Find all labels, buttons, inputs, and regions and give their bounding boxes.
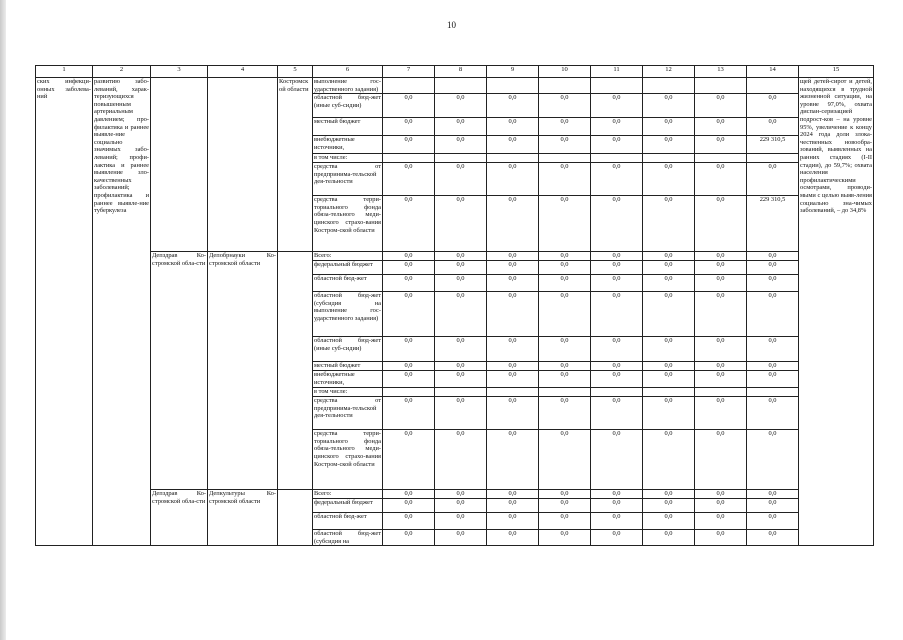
- value-cell: 0,0: [591, 292, 643, 337]
- value-cell: [747, 154, 799, 163]
- funding-source-label: внебюджетные источники,: [313, 136, 383, 154]
- value-cell: 0,0: [695, 430, 747, 490]
- column-header: 8: [435, 66, 487, 78]
- value-cell: 0,0: [643, 397, 695, 430]
- executor-cell: [151, 78, 208, 252]
- value-cell: 0,0: [747, 371, 799, 388]
- value-cell: 0,0: [747, 490, 799, 499]
- value-cell: 0,0: [539, 261, 591, 275]
- value-cell: 0,0: [539, 362, 591, 371]
- value-cell: [487, 78, 539, 94]
- value-cell: 0,0: [591, 94, 643, 118]
- value-cell: 0,0: [643, 261, 695, 275]
- value-cell: 0,0: [487, 337, 539, 362]
- value-cell: 0,0: [747, 430, 799, 490]
- value-cell: 0,0: [487, 371, 539, 388]
- value-cell: 0,0: [435, 337, 487, 362]
- table-row: [36, 490, 874, 499]
- value-cell: 0,0: [695, 163, 747, 196]
- expected-result-cell: щей детей-сирот и детей, находящихся в трудной жизненной ситуации, на уровне 97,0%, охвата диспан-серизацией подрост-ков – на уровне 95%, увеличение к концу 2024 года доли злока-чественных новообра-зований, выявленных на ранних стадиях (I-II стадии), до 59,7%; охвата населения профилактическими осмотрами, проводи-мыми с целью выяв-ления социально зна-чимых заболеваний, – до 34,8%: [799, 78, 874, 546]
- funding-source-label: местный бюджет: [313, 118, 383, 136]
- value-cell: 0,0: [383, 362, 435, 371]
- value-cell: 0,0: [383, 252, 435, 261]
- value-cell: 0,0: [643, 499, 695, 513]
- value-cell: 0,0: [539, 292, 591, 337]
- value-cell: 0,0: [539, 499, 591, 513]
- value-cell: 0,0: [487, 490, 539, 499]
- value-cell: 0,0: [695, 397, 747, 430]
- value-cell: [383, 78, 435, 94]
- value-cell: 0,0: [383, 292, 435, 337]
- column-header: 10: [539, 66, 591, 78]
- value-cell: 0,0: [487, 261, 539, 275]
- value-cell: 0,0: [383, 530, 435, 546]
- value-cell: 0,0: [383, 499, 435, 513]
- value-cell: 0,0: [695, 499, 747, 513]
- region-cell: [278, 490, 313, 546]
- value-cell: [383, 388, 435, 397]
- funding-source-label: областной бюд-жет: [313, 275, 383, 292]
- value-cell: 0,0: [695, 513, 747, 530]
- value-cell: [747, 78, 799, 94]
- value-cell: [487, 388, 539, 397]
- value-cell: [383, 154, 435, 163]
- value-cell: 0,0: [435, 499, 487, 513]
- value-cell: [539, 388, 591, 397]
- value-cell: 0,0: [435, 513, 487, 530]
- column-header: 4: [208, 66, 278, 78]
- value-cell: 0,0: [747, 530, 799, 546]
- value-cell: 0,0: [487, 362, 539, 371]
- executor-cell: Депздрав Ко-стромской обла-сти: [151, 490, 208, 546]
- column-header: 9: [487, 66, 539, 78]
- value-cell: 0,0: [487, 118, 539, 136]
- funding-source-label: выполнение гос-ударственного задания): [314, 78, 381, 93]
- value-cell: [643, 388, 695, 397]
- value-cell: 0,0: [487, 94, 539, 118]
- value-cell: 0,0: [747, 362, 799, 371]
- funding-source-label: в том числе:: [313, 154, 383, 163]
- value-cell: 0,0: [539, 118, 591, 136]
- value-cell: 0,0: [539, 252, 591, 261]
- value-cell: 229 310,5: [747, 196, 799, 252]
- value-cell: 0,0: [435, 292, 487, 337]
- value-cell: 0,0: [435, 118, 487, 136]
- value-cell: [435, 78, 487, 94]
- funding-source-label: средства от предпринима-тельской дея-тельности: [313, 397, 383, 430]
- page-edge-shadow: [0, 0, 6, 640]
- value-cell: 0,0: [487, 252, 539, 261]
- value-cell: 0,0: [591, 362, 643, 371]
- value-cell: [539, 78, 591, 94]
- column-header: 6: [313, 66, 383, 78]
- page-number: 10: [447, 20, 456, 30]
- value-cell: 0,0: [435, 362, 487, 371]
- column-header: 2: [93, 66, 151, 78]
- value-cell: 0,0: [695, 261, 747, 275]
- value-cell: 0,0: [591, 490, 643, 499]
- funding-source-label: областной бюд-жет (субсидия на выполнение гос-ударственного задания): [313, 292, 383, 337]
- value-cell: 0,0: [487, 196, 539, 252]
- funding-source-label: областной бюд-жет (иные суб-сидии): [313, 337, 383, 362]
- value-cell: 0,0: [539, 371, 591, 388]
- value-cell: 0,0: [539, 196, 591, 252]
- value-cell: 0,0: [539, 94, 591, 118]
- value-cell: 0,0: [747, 397, 799, 430]
- funding-source-label: Всего:: [313, 252, 383, 261]
- funding-source-label: областной бюд-жет (иные суб-сидии): [313, 94, 383, 118]
- region-cell: [278, 252, 313, 490]
- value-cell: 0,0: [435, 163, 487, 196]
- value-cell: [435, 154, 487, 163]
- program-table: [35, 65, 874, 546]
- value-cell: 0,0: [591, 371, 643, 388]
- value-cell: 0,0: [591, 397, 643, 430]
- value-cell: [643, 154, 695, 163]
- value-cell: 0,0: [435, 490, 487, 499]
- funding-source-label: федеральный бюджет: [313, 261, 383, 275]
- value-cell: 0,0: [695, 490, 747, 499]
- value-cell: 0,0: [435, 430, 487, 490]
- value-cell: [539, 154, 591, 163]
- value-cell: [591, 388, 643, 397]
- value-cell: 0,0: [747, 252, 799, 261]
- column-header: 12: [643, 66, 695, 78]
- value-cell: 0,0: [383, 490, 435, 499]
- value-cell: 0,0: [695, 362, 747, 371]
- value-cell: 0,0: [539, 337, 591, 362]
- value-cell: 0,0: [695, 196, 747, 252]
- co-executor-cell: Депкультуры Ко-стромской области: [208, 490, 278, 546]
- value-cell: [747, 388, 799, 397]
- measure-description-cell: развитию забо-леваний, харак-теризующихся повышенным артериальным давлением; про-филактика и раннее выявле-ние социально значимых забо-леваний; профи-лактика и раннее выявление зло-качественных заболеваний; профилактика и раннее выявле-ние туберкулеза: [93, 78, 151, 546]
- value-cell: [591, 154, 643, 163]
- value-cell: 0,0: [435, 397, 487, 430]
- value-cell: 0,0: [383, 430, 435, 490]
- value-cell: 0,0: [643, 430, 695, 490]
- value-cell: 0,0: [643, 530, 695, 546]
- funding-source-label: средства от предпринима-тельской дея-тельности: [313, 163, 383, 196]
- executor-cell: Депздрав Ко-стромской обла-сти: [151, 252, 208, 490]
- value-cell: 0,0: [539, 513, 591, 530]
- value-cell: 0,0: [643, 490, 695, 499]
- value-cell: 0,0: [435, 94, 487, 118]
- value-cell: 0,0: [487, 397, 539, 430]
- co-executor-cell: Депобрнауки Ко-стромской области: [208, 252, 278, 490]
- value-cell: 0,0: [643, 196, 695, 252]
- value-cell: 0,0: [383, 94, 435, 118]
- value-cell: 0,0: [747, 499, 799, 513]
- value-cell: 0,0: [747, 94, 799, 118]
- value-cell: 0,0: [539, 490, 591, 499]
- value-cell: 0,0: [643, 163, 695, 196]
- value-cell: 0,0: [591, 163, 643, 196]
- value-cell: 0,0: [383, 513, 435, 530]
- funding-source-label: внебюджетные источники,: [313, 371, 383, 388]
- funding-source-label: областной бюд-жет (субсидия на: [314, 530, 381, 545]
- value-cell: 0,0: [643, 275, 695, 292]
- value-cell: 0,0: [695, 252, 747, 261]
- value-cell: 0,0: [643, 337, 695, 362]
- value-cell: 0,0: [695, 371, 747, 388]
- header-row: [36, 66, 874, 78]
- value-cell: 0,0: [383, 118, 435, 136]
- funding-source-label: федеральный бюджет: [313, 499, 383, 513]
- value-cell: [695, 154, 747, 163]
- column-header: 14: [747, 66, 799, 78]
- value-cell: 0,0: [487, 430, 539, 490]
- region-cell: Костромской области: [278, 78, 313, 252]
- value-cell: 0,0: [591, 337, 643, 362]
- column-header: 3: [151, 66, 208, 78]
- value-cell: 0,0: [643, 94, 695, 118]
- value-cell: 0,0: [747, 337, 799, 362]
- value-cell: 0,0: [591, 275, 643, 292]
- column-header: 11: [591, 66, 643, 78]
- value-cell: 0,0: [591, 196, 643, 252]
- value-cell: 0,0: [487, 163, 539, 196]
- value-cell: 0,0: [695, 118, 747, 136]
- value-cell: 0,0: [747, 261, 799, 275]
- task-name-cell: ских инфекци-онных заболева-ний: [36, 78, 93, 546]
- value-cell: 0,0: [695, 136, 747, 154]
- value-cell: 0,0: [591, 261, 643, 275]
- value-cell: 0,0: [435, 275, 487, 292]
- value-cell: 0,0: [435, 252, 487, 261]
- value-cell: 0,0: [383, 371, 435, 388]
- value-cell: 0,0: [487, 292, 539, 337]
- column-header: 15: [799, 66, 874, 78]
- column-header: 1: [36, 66, 93, 78]
- value-cell: 0,0: [539, 430, 591, 490]
- value-cell: 0,0: [695, 275, 747, 292]
- value-cell: 0,0: [643, 362, 695, 371]
- value-cell: 0,0: [487, 499, 539, 513]
- value-cell: 0,0: [435, 136, 487, 154]
- value-cell: [487, 154, 539, 163]
- value-cell: 0,0: [747, 118, 799, 136]
- value-cell: [643, 78, 695, 94]
- column-header: 7: [383, 66, 435, 78]
- funding-source-label: в том числе:: [313, 388, 383, 397]
- value-cell: 0,0: [643, 292, 695, 337]
- value-cell: 0,0: [591, 136, 643, 154]
- value-cell: 0,0: [695, 530, 747, 546]
- value-cell: 0,0: [643, 252, 695, 261]
- value-cell: 0,0: [695, 337, 747, 362]
- value-cell: 0,0: [435, 196, 487, 252]
- value-cell: 0,0: [383, 163, 435, 196]
- table-row: [36, 252, 874, 261]
- value-cell: 0,0: [435, 530, 487, 546]
- value-cell: 0,0: [591, 118, 643, 136]
- value-cell: 0,0: [539, 397, 591, 430]
- value-cell: 0,0: [591, 499, 643, 513]
- funding-source-label: средства терри-ториального фонда обяза-тельного меди-цинского страхо-вания Костром-ской области: [313, 430, 383, 490]
- value-cell: 0,0: [383, 337, 435, 362]
- value-cell: 0,0: [643, 371, 695, 388]
- value-cell: 0,0: [643, 118, 695, 136]
- value-cell: 0,0: [383, 397, 435, 430]
- column-header: 5: [278, 66, 313, 78]
- value-cell: 0,0: [383, 261, 435, 275]
- value-cell: [695, 388, 747, 397]
- value-cell: 0,0: [539, 275, 591, 292]
- value-cell: [695, 78, 747, 94]
- value-cell: 0,0: [487, 136, 539, 154]
- value-cell: 0,0: [643, 136, 695, 154]
- value-cell: 0,0: [747, 275, 799, 292]
- value-cell: 0,0: [591, 530, 643, 546]
- value-cell: 0,0: [383, 136, 435, 154]
- funding-source-label: Всего:: [313, 490, 383, 499]
- value-cell: 0,0: [591, 513, 643, 530]
- value-cell: 0,0: [487, 513, 539, 530]
- funding-source-label: областной бюд-жет: [313, 513, 383, 530]
- value-cell: 0,0: [747, 163, 799, 196]
- co-executor-cell: [208, 78, 278, 252]
- value-cell: 0,0: [695, 292, 747, 337]
- value-cell: 229 310,5: [747, 136, 799, 154]
- value-cell: 0,0: [591, 430, 643, 490]
- value-cell: 0,0: [539, 530, 591, 546]
- value-cell: 0,0: [695, 94, 747, 118]
- column-header: 13: [695, 66, 747, 78]
- value-cell: [435, 388, 487, 397]
- value-cell: 0,0: [383, 196, 435, 252]
- value-cell: [591, 78, 643, 94]
- funding-source-label: средства терри-ториального фонда обяза-тельного меди-цинского страхо-вания Костром-ской области: [313, 196, 383, 252]
- value-cell: 0,0: [539, 163, 591, 196]
- value-cell: 0,0: [643, 513, 695, 530]
- value-cell: 0,0: [487, 530, 539, 546]
- table-row: [36, 78, 874, 94]
- value-cell: 0,0: [435, 261, 487, 275]
- value-cell: 0,0: [487, 275, 539, 292]
- value-cell: 0,0: [747, 513, 799, 530]
- value-cell: 0,0: [591, 252, 643, 261]
- value-cell: 0,0: [383, 275, 435, 292]
- value-cell: 0,0: [747, 292, 799, 337]
- funding-source-label: местный бюджет: [313, 362, 383, 371]
- value-cell: 0,0: [539, 136, 591, 154]
- value-cell: 0,0: [435, 371, 487, 388]
